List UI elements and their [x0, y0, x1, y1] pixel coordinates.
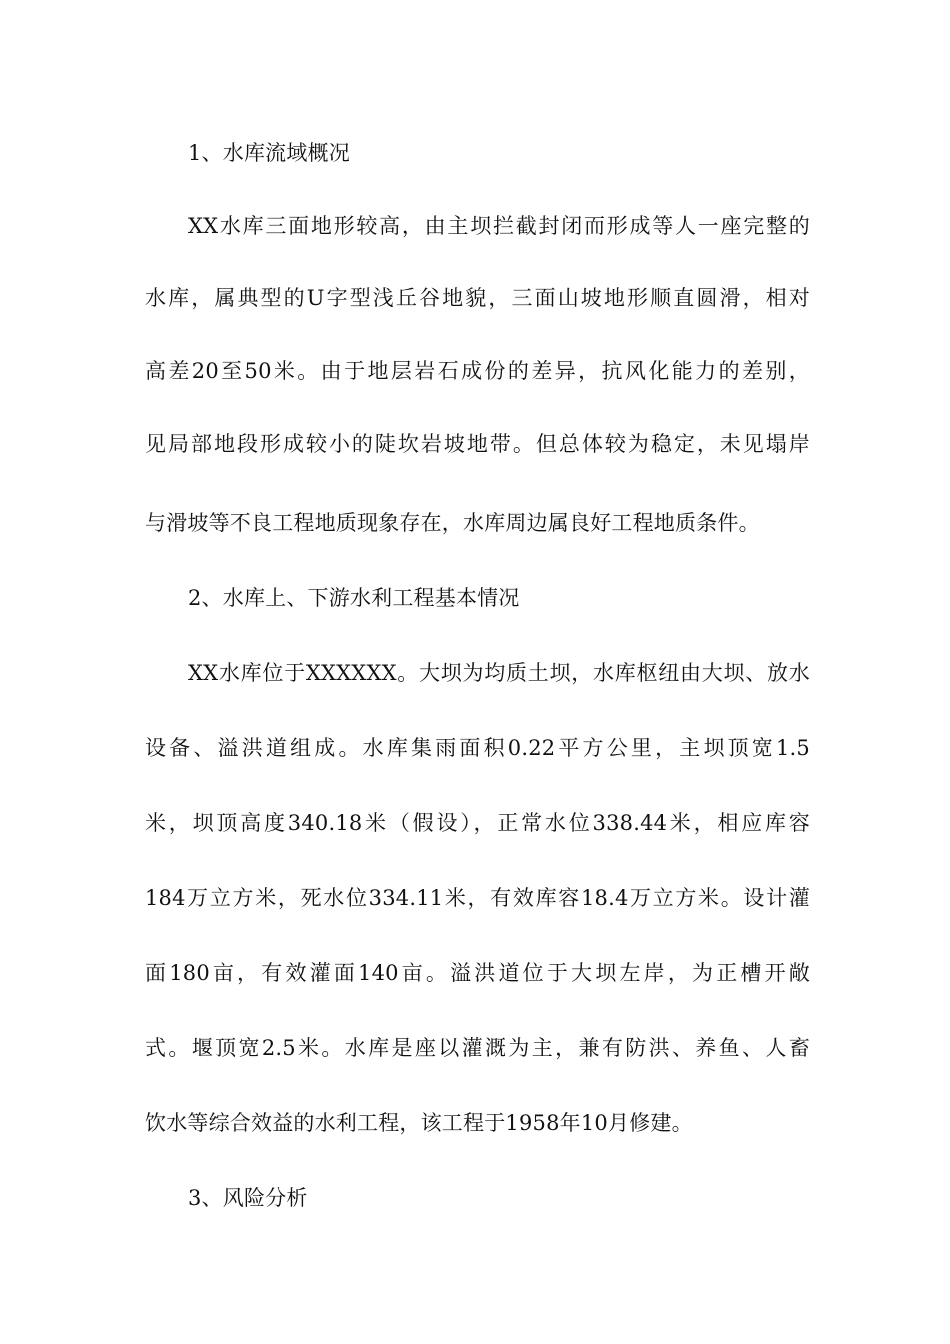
paragraph-line: 水库，属典型的U字型浅丘谷地貌，三面山坡地形顺直圆滑，相对	[145, 286, 810, 310]
paragraph-line: 见局部地段形成较小的陡坎岩坡地带。但总体较为稳定，未见塌岸	[145, 432, 810, 456]
section-heading-2: 2、水库上、下游水利工程基本情况	[188, 586, 520, 610]
section-heading-3: 3、风险分析	[188, 1186, 308, 1210]
paragraph-line: 米，坝顶高度340.18米（假设），正常水位338.44米，相应库容	[145, 811, 810, 835]
paragraph-line: XX水库位于XXXXXX。大坝为均质土坝，水库枢纽由大坝、放水	[188, 661, 810, 685]
paragraph-line: 高差20至50米。由于地层岩石成份的差异，抗风化能力的差别，	[145, 359, 810, 383]
paragraph-line: 184万立方米，死水位334.11米，有效库容18.4万立方米。设计灌	[145, 886, 810, 910]
paragraph-line: 面180亩，有效灌面140亩。溢洪道位于大坝左岸，为正槽开敞	[145, 961, 810, 985]
paragraph-line: 设备、溢洪道组成。水库集雨面积0.22平方公里，主坝顶宽1.5	[145, 736, 810, 760]
paragraph-line: XX水库三面地形较高，由主坝拦截封闭而形成等人一座完整的	[188, 214, 810, 238]
paragraph-line: 与滑坡等不良工程地质现象存在，水库周边属良好工程地质条件。	[145, 511, 760, 535]
section-heading-1: 1、水库流域概况	[188, 141, 350, 165]
paragraph-line: 式。堰顶宽2.5米。水库是座以灌溉为主，兼有防洪、养鱼、人畜	[145, 1036, 810, 1060]
paragraph-line: 饮水等综合效益的水利工程，该工程于1958年10月修建。	[145, 1111, 693, 1135]
